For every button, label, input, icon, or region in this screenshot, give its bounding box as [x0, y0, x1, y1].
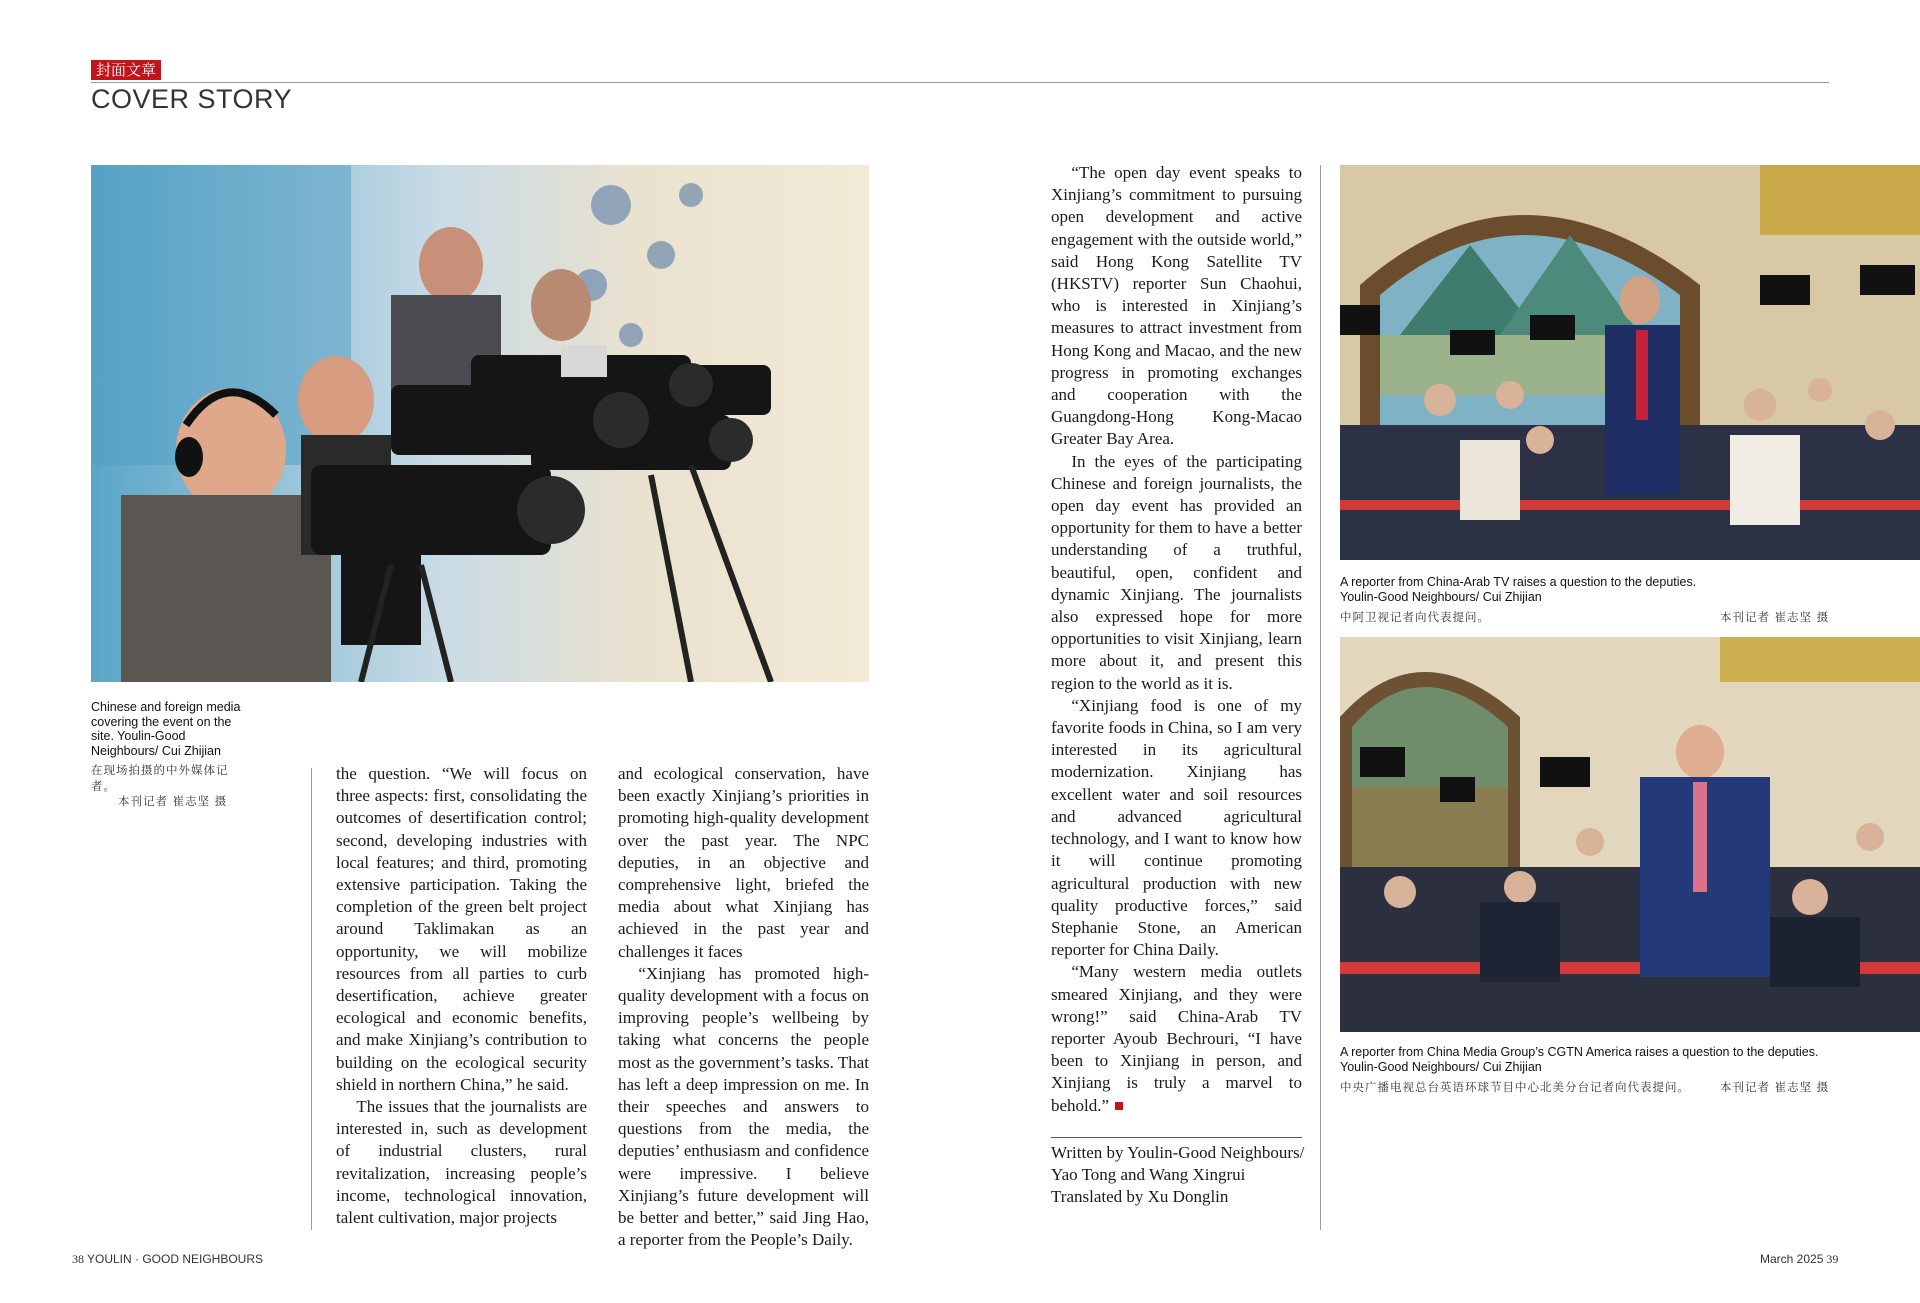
byline-rule: [1051, 1137, 1302, 1138]
column-rule-right: [1320, 165, 1321, 1230]
paragraph: “Xinjiang has promoted high-quality development with a focus on improving people’s wellbeing by taking what concerns the people most as the government’s tasks. That has left a deep impression on me. In their speeches and answers to questions from the media, the deputies’ enthusiasm and confidence were impressive. I believe Xinjiang’s future development will be better and better,” said Jing Hao, a reporter from the People’s Daily.: [618, 963, 869, 1250]
header-rule: [91, 82, 1829, 83]
top-right-photo: [1340, 165, 1920, 560]
main-photo-caption: Chinese and foreign media covering the event on the site. Youlin-Good Neighbours/ Cui Zhijian: [91, 700, 241, 758]
paragraph: “Xinjiang food is one of my favorite foods in China, so I am very interested in its agricultural modernization. Xinjiang has excellent water and soil resources and advanced agricultural technology, and I want to know how it will continue promoting agricultural production with new quality productive forces,” said Stephanie Stone, an American reporter for China Daily.: [1051, 695, 1302, 960]
article-column-2: [618, 763, 869, 1251]
page-number-right: 39: [1826, 1252, 1839, 1266]
byline: [1051, 1142, 1311, 1209]
main-photo-credit-zh: 本刊记者 崔志坚 摄: [118, 794, 228, 808]
page-number-left: 38: [72, 1252, 84, 1266]
bottom-right-photo: [1340, 637, 1920, 1032]
footer-left: [72, 1252, 263, 1267]
byline-line: Translated by Xu Donglin: [1051, 1187, 1229, 1207]
column-rule-left: [311, 768, 312, 1230]
byline-line: Yao Tong and Wang Xingrui: [1051, 1165, 1246, 1185]
paragraph: and ecological conservation, have been exactly Xinjiang’s priorities in promoting high-quality development over the past year. The NPC deputies, in an objective and comprehensive light, briefed the media about what Xinjiang has achieved in the past year and challenges it faces: [618, 764, 869, 961]
paragraph: the question. “We will focus on three aspects: first, consolidating the outcomes of desertification control; second, developing industries with local features; and third, promoting extensive participation. Taking the completion of the green belt project around Taklimakan as an opportunity, we will mobilize resources from all parties to curb desertification, achieve greater ecological and economic benefits, and make Xinjiang’s contribution to building on the ecological security shield in northern China,” he said.: [336, 764, 587, 1094]
magazine-name: YOULIN · GOOD NEIGHBOURS: [87, 1252, 264, 1266]
top-right-caption-line-2: Youlin-Good Neighbours/ Cui Zhijian: [1340, 590, 1542, 604]
top-right-caption-zh: 中阿卫视记者向代表提问。: [1340, 610, 1490, 624]
paragraph: [1051, 961, 1302, 1116]
paragraph: In the eyes of the participating Chinese and foreign journalists, the open day event has provided an opportunity for them to have a better understanding of a truthful, beautiful, open, confident and dynamic Xinjiang. The journalists also expressed hope for more opportunities to visit Xinjiang, learn more about it, and present this region to the world as it is.: [1051, 451, 1302, 693]
issue-date: March 2025: [1760, 1252, 1824, 1266]
main-photo: [91, 165, 869, 682]
section-tag: 封面文章: [91, 60, 161, 80]
paragraph: “The open day event speaks to Xinjiang’s commitment to pursuing open development and active engagement with the outside world,” said Hong Kong Satellite TV (HKSTV) reporter Sun Chaohui, who is interested in Xinjiang’s measures to attract investment from Hong Kong and Macao, and the new progress in promoting exchanges and cooperation with the Guangdong-Hong Kong-Macao Greater Bay Area.: [1051, 163, 1302, 449]
top-right-credit-zh: 本刊记者 崔志坚 摄: [1720, 610, 1830, 624]
article-column-1: [336, 763, 587, 1229]
bottom-right-credit-zh: 本刊记者 崔志坚 摄: [1720, 1080, 1830, 1094]
paragraph: The issues that the journalists are interested in, such as development of industrial clusters, rural revitalization, increasing people’s income, technological innovation, talent cultivation, major projects: [336, 1097, 587, 1228]
section-title: COVER STORY: [91, 84, 293, 114]
bottom-right-caption-zh: 中央广播电视总台英语环球节目中心北美分台记者向代表提问。: [1340, 1080, 1690, 1094]
bottom-right-caption-line-2: Youlin-Good Neighbours/ Cui Zhijian: [1340, 1060, 1542, 1074]
footer-right: [1760, 1252, 1838, 1267]
end-mark-icon: [1115, 1102, 1123, 1110]
bottom-right-caption-line-1: A reporter from China Media Group’s CGTN America raises a question to the deputies.: [1340, 1045, 1819, 1059]
byline-line: Written by Youlin-Good Neighbours/: [1051, 1143, 1305, 1162]
top-right-caption-line-1: A reporter from China-Arab TV raises a question to the deputies.: [1340, 575, 1697, 589]
article-column-3: [1051, 162, 1302, 1117]
main-photo-caption-zh: 在现场拍摄的中外媒体记者。: [91, 763, 229, 793]
closing-paragraph-text: “Many western media outlets smeared Xinjiang, and they were wrong!” said China-Arab TV reporter Ayoub Bechrouri, “I have been to Xinjiang in person, and Xinjiang is truly a marvel to behold.”: [1051, 962, 1302, 1115]
